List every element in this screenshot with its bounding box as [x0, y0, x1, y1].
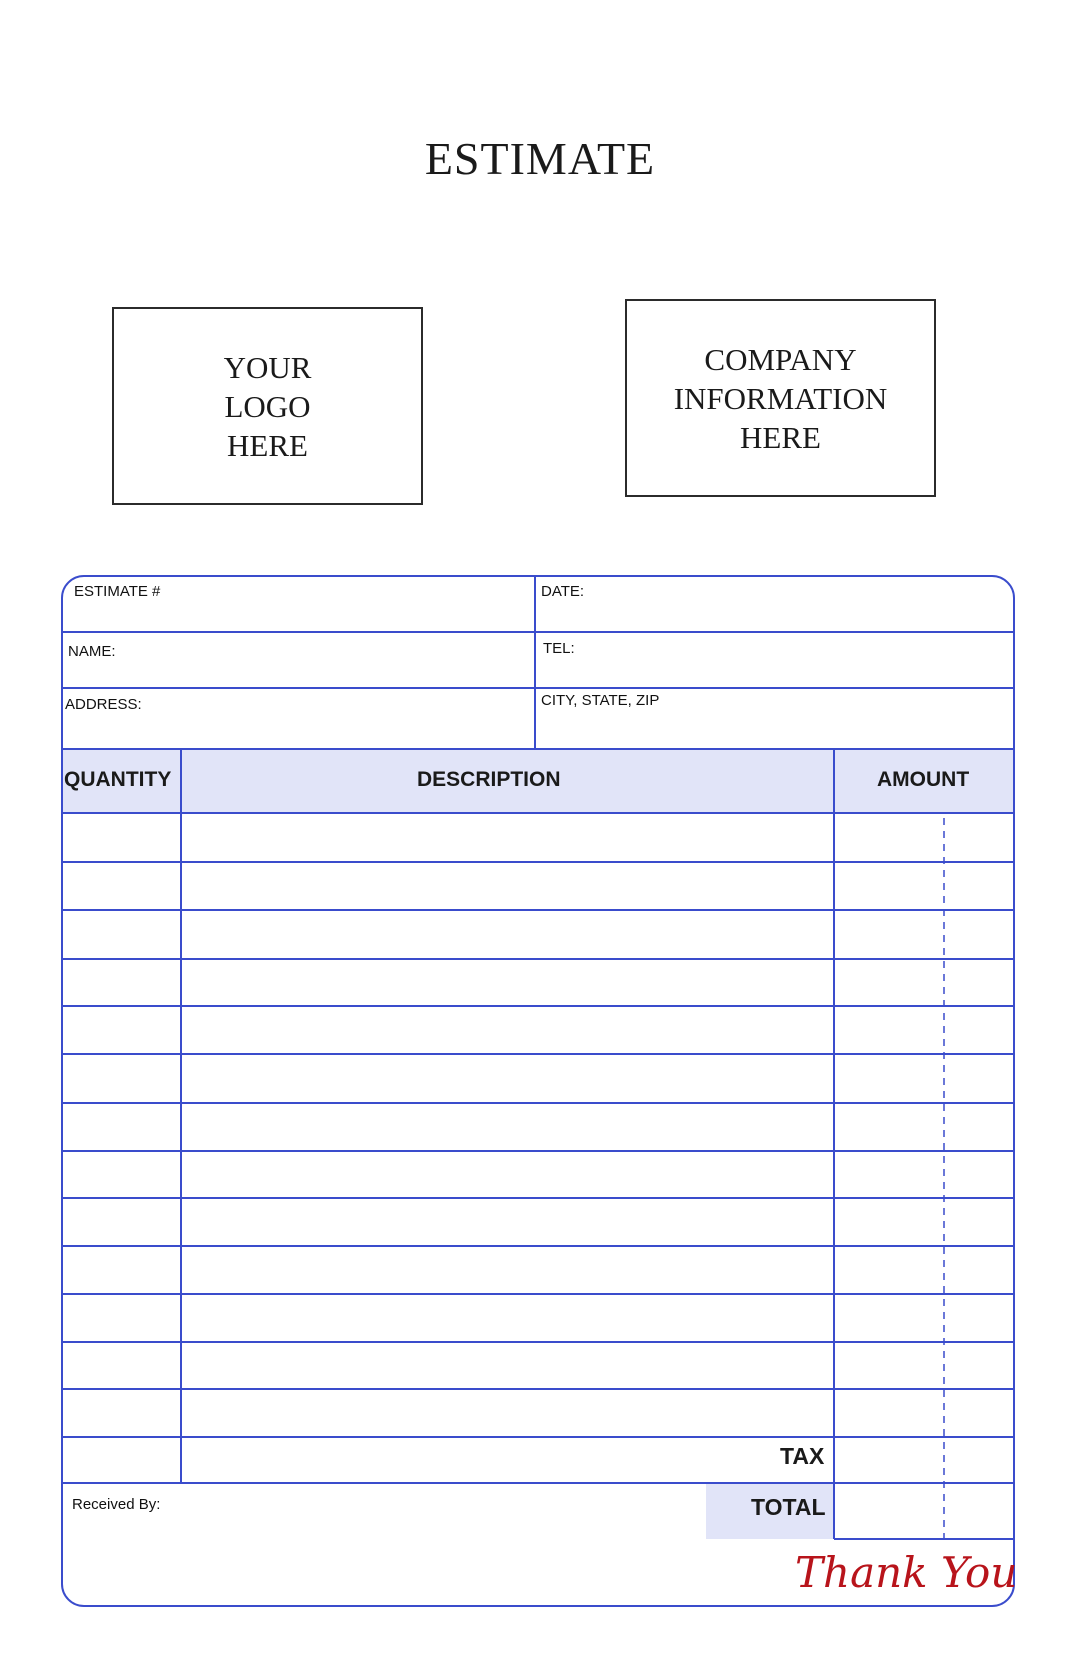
city-state-zip-label: CITY, STATE, ZIP	[541, 692, 660, 709]
name-label: NAME:	[68, 643, 116, 660]
total-label: TOTAL	[751, 1494, 826, 1520]
tel-label: TEL:	[543, 640, 575, 657]
form-outer-frame	[62, 576, 1014, 1606]
logo-placeholder: YOUR LOGO HERE	[112, 307, 423, 505]
page-title: ESTIMATE	[424, 133, 656, 184]
quantity-header: QUANTITY	[64, 768, 172, 791]
address-label: ADDRESS:	[65, 696, 142, 713]
estimate-number-label: ESTIMATE #	[74, 583, 161, 600]
date-label: DATE:	[541, 583, 585, 600]
thank-you-signature: Thank You	[795, 1548, 1018, 1597]
received-by-label: Received By:	[72, 1496, 161, 1513]
description-header: DESCRIPTION	[417, 768, 561, 791]
tax-label: TAX	[780, 1443, 825, 1469]
amount-header: AMOUNT	[877, 768, 970, 791]
company-info-placeholder: COMPANY INFORMATION HERE	[625, 299, 936, 497]
